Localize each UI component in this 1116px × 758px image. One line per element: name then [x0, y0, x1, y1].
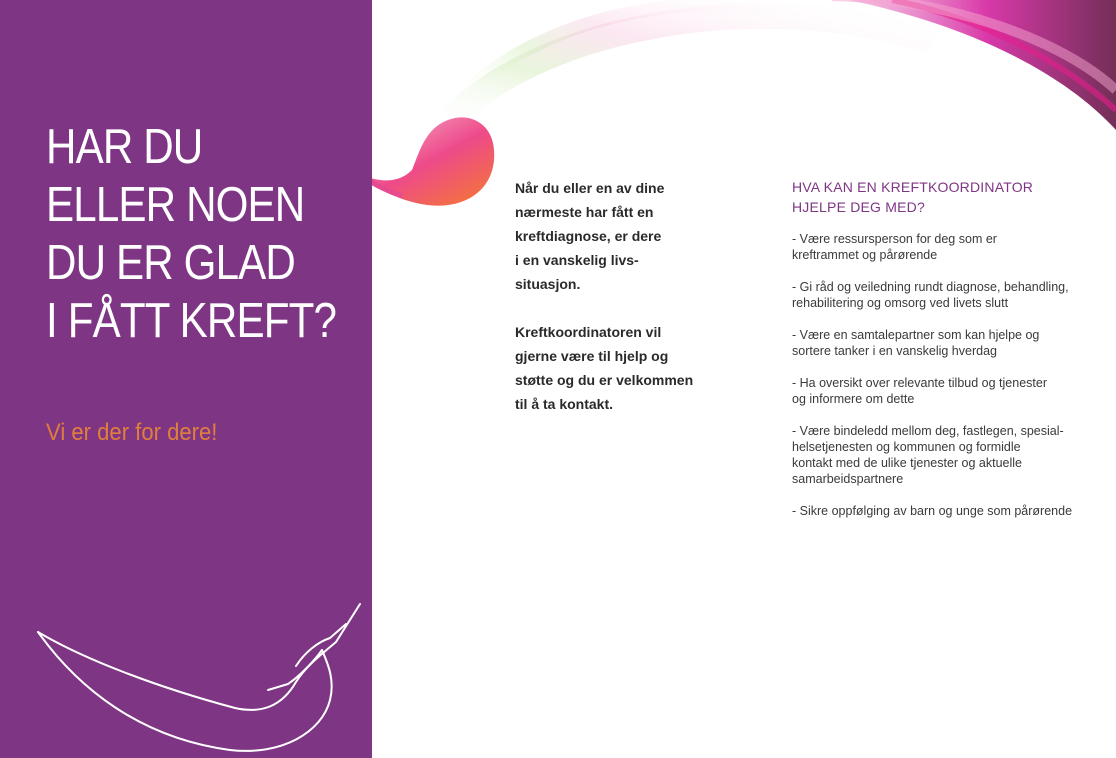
help-list-item: - Være bindeledd mellom deg, fastlegen, spesial- helsetjenesten og kommunen og formidle kontakt med de ulike tjenester og aktuelle samarbeidspartnere [792, 424, 1064, 486]
intro-paragraph: Kreftkoordinatoren vil gjerne være til hjelp og støtte og du er velkommen til å ta kontakt. [515, 324, 694, 412]
help-section [792, 177, 1082, 535]
tagline: Vi er der for dere! [46, 419, 218, 446]
help-list [792, 231, 1082, 519]
help-list-item: - Være en samtalepartner som kan hjelpe og sortere tanker i en vanskelig hverdag [792, 328, 1040, 358]
intro-paragraph: Når du eller en av dine nærmeste har fått en kreftdiagnose, er dere i en vanskelig livs- situasjon. [515, 180, 665, 292]
intro-text [515, 176, 715, 440]
help-list-item: - Gi råd og veiledning rundt diagnose, behandling, rehabilitering og omsorg ved livets slutt [792, 280, 1069, 310]
headline-line: I FÅTT KREFT? [46, 294, 337, 348]
help-list-item: - Ha oversikt over relevante tilbud og tjenester og informere om dette [792, 376, 1047, 406]
headline-line: DU ER GLAD [46, 236, 295, 290]
help-list-item: - Være ressursperson for deg som er kreftrammet og pårørende [792, 232, 997, 262]
left-panel [0, 0, 372, 758]
bird-illustration-icon [0, 590, 372, 758]
headline-line: ELLER NOEN [46, 178, 305, 232]
help-list-item: - Sikre oppfølging av barn og unge som pårørende [792, 504, 1073, 518]
headline [46, 118, 336, 350]
help-heading: HVA KAN EN KREFTKOORDINATOR HJELPE DEG MED? [792, 179, 1034, 215]
headline-line: HAR DU [46, 120, 203, 174]
